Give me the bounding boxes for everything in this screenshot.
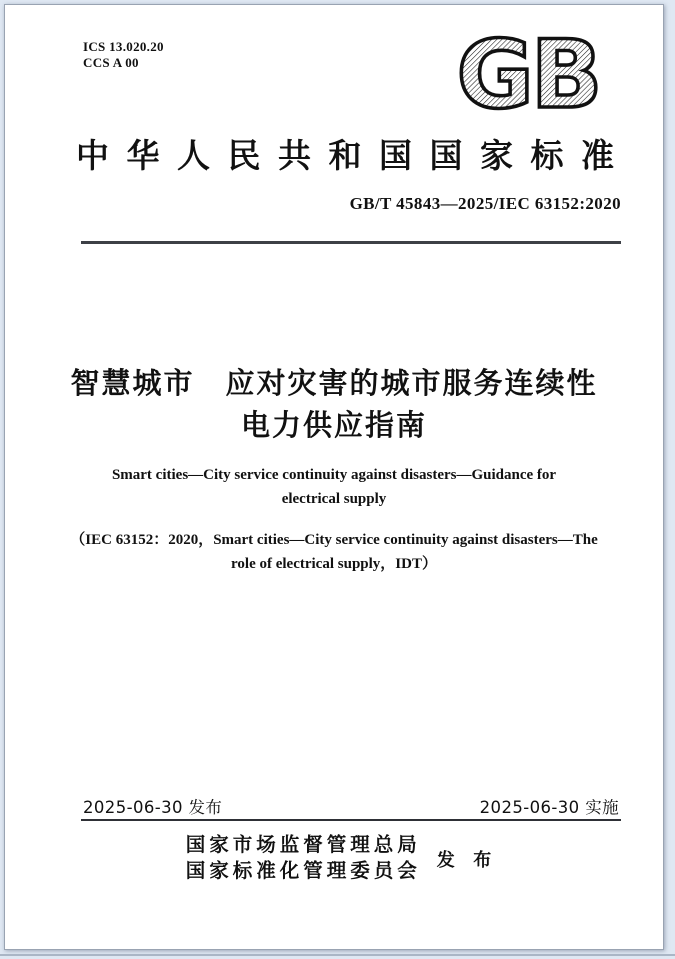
publisher-block <box>13 833 671 885</box>
header-divider <box>81 241 621 244</box>
ccs-code: CCS A 00 <box>83 55 139 70</box>
title-english <box>5 463 663 511</box>
dates-row <box>83 794 619 818</box>
iec-adoption-note <box>5 528 663 576</box>
publisher-names <box>186 833 421 885</box>
classification-codes <box>83 39 164 71</box>
document-page <box>4 4 664 950</box>
title-chinese-line2: 电力供应指南 <box>240 408 427 442</box>
standard-number: GB/T 45843—2025/IEC 63152:2020 <box>349 194 621 213</box>
national-standard-header: 中华人民共和国国家标准 <box>76 139 632 175</box>
gb-logo-letters: GB <box>456 34 600 112</box>
title-english-line2: electrical supply <box>281 491 387 507</box>
publish-verb: 发 布 <box>436 850 499 870</box>
gb-standard-logo-icon <box>456 34 602 112</box>
iec-adoption-line2: role of electrical supply，IDT） <box>231 556 437 572</box>
ics-code: ICS 13.020.20 <box>83 39 164 54</box>
title-chinese <box>5 362 663 446</box>
publisher-line2: 国家标准化管理委员会 <box>185 861 421 882</box>
next-page-edge <box>0 954 675 956</box>
title-chinese-line1: 智慧城市 应对灾害的城市服务连续性 <box>70 366 598 400</box>
issue-date: 2025-06-30 发布 <box>83 798 223 817</box>
title-english-line1: Smart cities—City service continuity against disasters—Guidance for <box>111 467 557 483</box>
implementation-date: 2025-06-30 实施 <box>479 798 619 817</box>
publisher-line1: 国家市场监督管理总局 <box>185 835 421 856</box>
footer-divider <box>81 819 621 821</box>
iec-adoption-line1: （IEC 63152：2020，Smart cities—City service continuity against disasters—The <box>70 532 598 548</box>
